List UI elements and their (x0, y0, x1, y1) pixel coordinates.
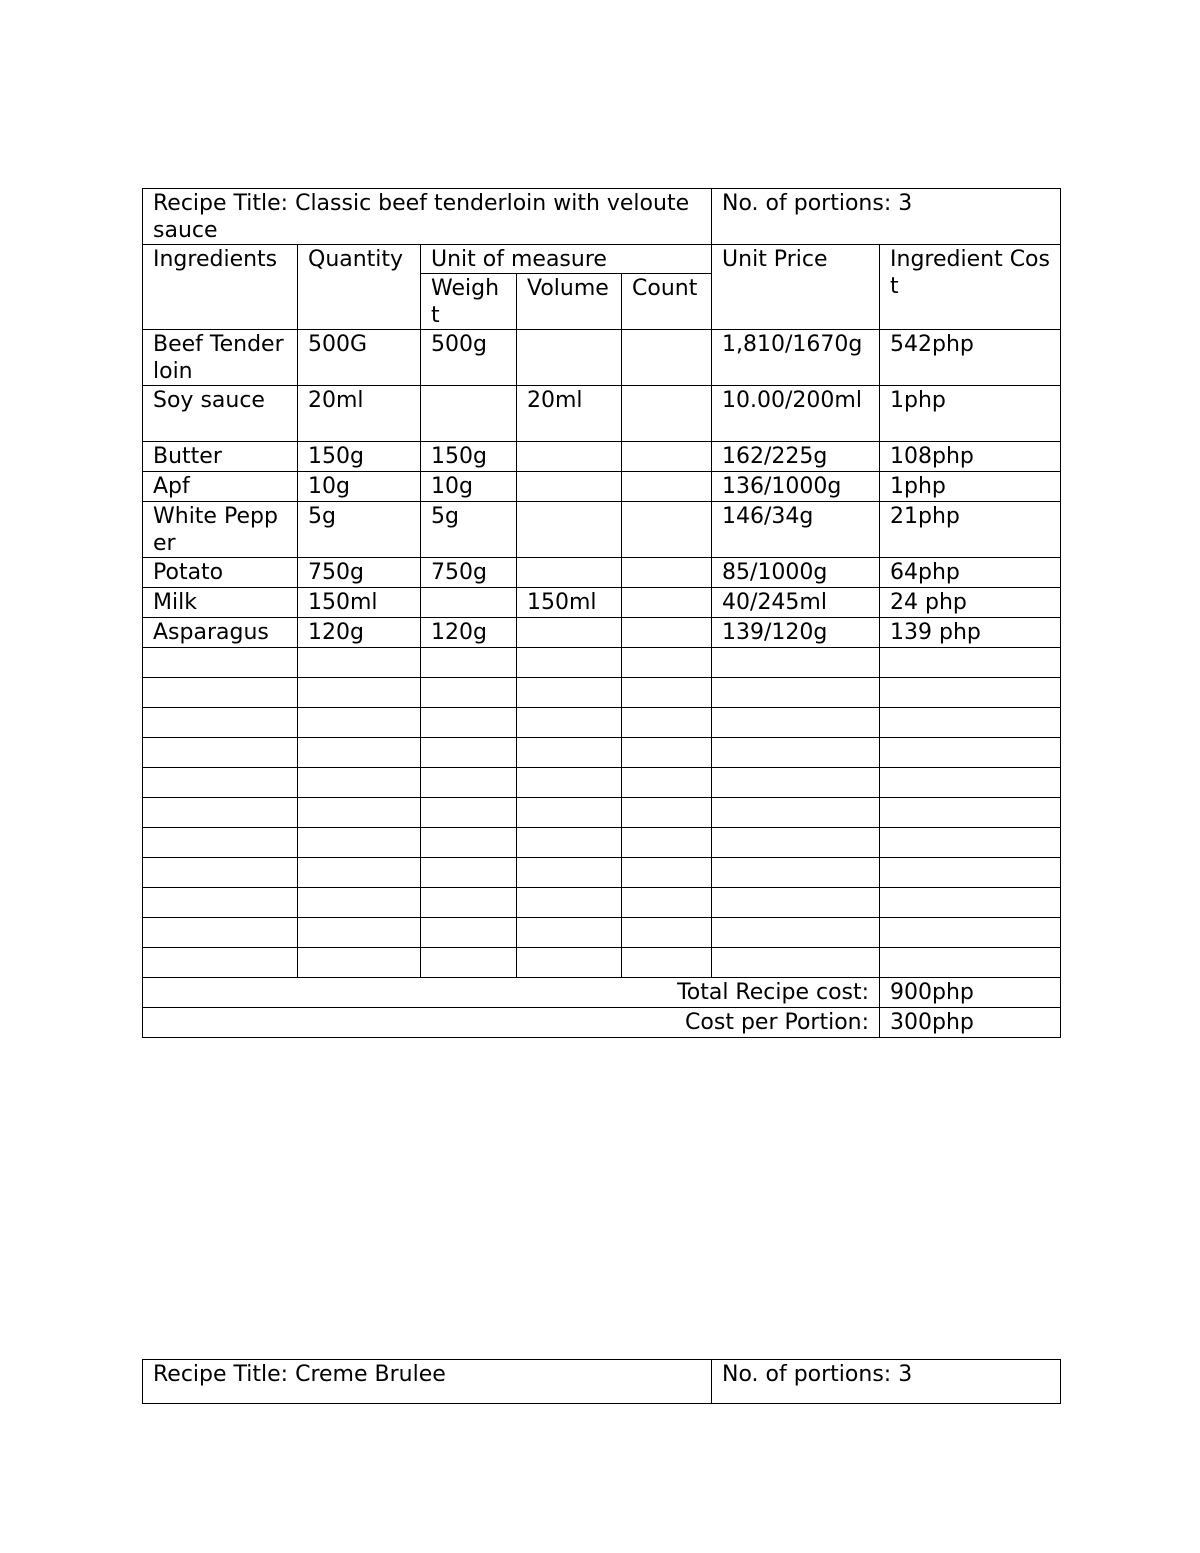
empty-cell (880, 768, 1061, 798)
cell-unit-price: 146/34g (712, 502, 880, 558)
cell-count (622, 588, 712, 618)
empty-cell (143, 918, 298, 948)
empty-cell (421, 768, 517, 798)
empty-cell (622, 828, 712, 858)
empty-cell (517, 858, 622, 888)
empty-cell (622, 888, 712, 918)
cell-count (622, 502, 712, 558)
cell-quantity: 500G (298, 330, 421, 386)
cell-cost: 542php (880, 330, 1061, 386)
empty-cell (880, 828, 1061, 858)
empty-cell (517, 648, 622, 678)
empty-cell (712, 948, 880, 978)
empty-cell (622, 918, 712, 948)
empty-cell (880, 858, 1061, 888)
header-count: Count (622, 274, 712, 330)
empty-cell (298, 828, 421, 858)
per-portion-label: Cost per Portion: (143, 1008, 880, 1038)
cell-quantity: 750g (298, 558, 421, 588)
empty-cell (298, 678, 421, 708)
empty-cell (143, 768, 298, 798)
total-value: 900php (880, 978, 1061, 1008)
empty-cell (622, 678, 712, 708)
table-row (143, 386, 1061, 442)
empty-cell (712, 798, 880, 828)
portions: No. of portions: 3 (712, 189, 1061, 245)
table-row (143, 588, 1061, 618)
cell-weight: 10g (421, 472, 517, 502)
empty-row (143, 948, 1061, 978)
empty-row (143, 678, 1061, 708)
empty-cell (712, 768, 880, 798)
empty-cell (298, 948, 421, 978)
recipe-cost-table-2 (142, 1359, 1061, 1404)
header-volume: Volume (517, 274, 622, 330)
empty-cell (880, 918, 1061, 948)
empty-cell (712, 708, 880, 738)
cell-unit-price: 85/1000g (712, 558, 880, 588)
empty-cell (622, 648, 712, 678)
table-row (143, 472, 1061, 502)
cell-unit-price: 10.00/200ml (712, 386, 880, 442)
cell-volume (517, 618, 622, 648)
cell-count (622, 618, 712, 648)
empty-row (143, 738, 1061, 768)
empty-cell (712, 678, 880, 708)
cell-volume: 150ml (517, 588, 622, 618)
cell-volume (517, 472, 622, 502)
empty-row (143, 828, 1061, 858)
empty-cell (143, 948, 298, 978)
empty-cell (712, 828, 880, 858)
cell-unit-price: 40/245ml (712, 588, 880, 618)
header-unit-of-measure: Unit of measure (421, 245, 712, 274)
cell-cost: 108php (880, 442, 1061, 472)
empty-cell (143, 708, 298, 738)
header-weight: Weight (421, 274, 517, 330)
empty-cell (622, 858, 712, 888)
cell-count (622, 442, 712, 472)
empty-cell (298, 888, 421, 918)
empty-cell (517, 708, 622, 738)
cell-ingredient: Asparagus (143, 618, 298, 648)
table-row (143, 502, 1061, 558)
empty-cell (517, 918, 622, 948)
empty-cell (517, 798, 622, 828)
empty-cell (298, 648, 421, 678)
empty-cell (421, 678, 517, 708)
cell-ingredient: Apf (143, 472, 298, 502)
cell-volume (517, 502, 622, 558)
empty-cell (880, 888, 1061, 918)
cell-quantity: 150ml (298, 588, 421, 618)
cell-volume (517, 442, 622, 472)
table-row (143, 558, 1061, 588)
header-ingredient-cost: Ingredient Cost (880, 245, 1061, 330)
empty-cell (143, 798, 298, 828)
empty-cell (622, 768, 712, 798)
cell-quantity: 5g (298, 502, 421, 558)
cell-cost: 21php (880, 502, 1061, 558)
cell-volume: 20ml (517, 386, 622, 442)
empty-cell (517, 888, 622, 918)
empty-cell (622, 738, 712, 768)
cell-ingredient: Potato (143, 558, 298, 588)
cell-quantity: 150g (298, 442, 421, 472)
empty-row (143, 858, 1061, 888)
empty-cell (517, 828, 622, 858)
cell-volume (517, 558, 622, 588)
empty-cell (880, 948, 1061, 978)
empty-cell (712, 738, 880, 768)
empty-cell (421, 798, 517, 828)
cell-ingredient: Soy sauce (143, 386, 298, 442)
cell-ingredient: Milk (143, 588, 298, 618)
empty-cell (712, 888, 880, 918)
empty-cell (298, 768, 421, 798)
empty-cell (712, 918, 880, 948)
header-ingredients: Ingredients (143, 245, 298, 330)
cell-cost: 64php (880, 558, 1061, 588)
empty-row (143, 708, 1061, 738)
header-quantity: Quantity (298, 245, 421, 330)
cell-count (622, 558, 712, 588)
empty-cell (622, 708, 712, 738)
cell-count (622, 386, 712, 442)
empty-cell (143, 888, 298, 918)
cell-count (622, 472, 712, 502)
empty-cell (143, 678, 298, 708)
empty-cell (712, 648, 880, 678)
header-unit-price: Unit Price (712, 245, 880, 330)
per-portion-row (143, 1008, 1061, 1038)
empty-cell (421, 738, 517, 768)
empty-cell (880, 678, 1061, 708)
cell-weight: 750g (421, 558, 517, 588)
cell-unit-price: 162/225g (712, 442, 880, 472)
empty-cell (298, 918, 421, 948)
cell-unit-price: 136/1000g (712, 472, 880, 502)
empty-row (143, 798, 1061, 828)
table-row (143, 618, 1061, 648)
empty-cell (421, 918, 517, 948)
cell-count (622, 330, 712, 386)
cell-weight (421, 588, 517, 618)
cell-cost: 1php (880, 472, 1061, 502)
empty-cell (517, 948, 622, 978)
empty-cell (880, 738, 1061, 768)
empty-cell (712, 858, 880, 888)
cell-ingredient: Butter (143, 442, 298, 472)
empty-cell (421, 948, 517, 978)
cell-unit-price: 139/120g (712, 618, 880, 648)
table-row (143, 442, 1061, 472)
empty-cell (517, 738, 622, 768)
empty-cell (622, 948, 712, 978)
empty-cell (880, 648, 1061, 678)
empty-cell (517, 768, 622, 798)
empty-cell (517, 678, 622, 708)
empty-cell (143, 648, 298, 678)
empty-row (143, 918, 1061, 948)
empty-cell (421, 828, 517, 858)
empty-cell (143, 828, 298, 858)
cell-weight: 500g (421, 330, 517, 386)
empty-cell (880, 708, 1061, 738)
empty-row (143, 648, 1061, 678)
total-row (143, 978, 1061, 1008)
empty-row (143, 888, 1061, 918)
cell-quantity: 120g (298, 618, 421, 648)
cell-quantity: 20ml (298, 386, 421, 442)
empty-cell (298, 798, 421, 828)
cell-unit-price: 1,810/1670g (712, 330, 880, 386)
empty-cell (880, 798, 1061, 828)
cell-ingredient: Beef Tenderloin (143, 330, 298, 386)
portions-2: No. of portions: 3 (712, 1360, 1061, 1404)
cell-weight: 150g (421, 442, 517, 472)
empty-cell (622, 798, 712, 828)
cell-cost: 24 php (880, 588, 1061, 618)
cell-weight (421, 386, 517, 442)
per-portion-value: 300php (880, 1008, 1061, 1038)
cell-volume (517, 330, 622, 386)
empty-cell (421, 648, 517, 678)
total-label: Total Recipe cost: (143, 978, 880, 1008)
empty-cell (298, 858, 421, 888)
cell-quantity: 10g (298, 472, 421, 502)
empty-cell (421, 708, 517, 738)
recipe-title-2: Recipe Title: Creme Brulee (143, 1360, 712, 1404)
empty-cell (298, 708, 421, 738)
recipe-cost-table (142, 188, 1061, 1038)
cell-ingredient: White Pepper (143, 502, 298, 558)
cell-cost: 139 php (880, 618, 1061, 648)
cell-cost: 1php (880, 386, 1061, 442)
empty-cell (143, 738, 298, 768)
recipe-title: Recipe Title: Classic beef tenderloin with veloute sauce (143, 189, 712, 245)
empty-cell (421, 858, 517, 888)
empty-cell (298, 738, 421, 768)
empty-row (143, 768, 1061, 798)
table-row (143, 330, 1061, 386)
cell-weight: 5g (421, 502, 517, 558)
empty-cell (143, 858, 298, 888)
empty-cell (421, 888, 517, 918)
cell-weight: 120g (421, 618, 517, 648)
